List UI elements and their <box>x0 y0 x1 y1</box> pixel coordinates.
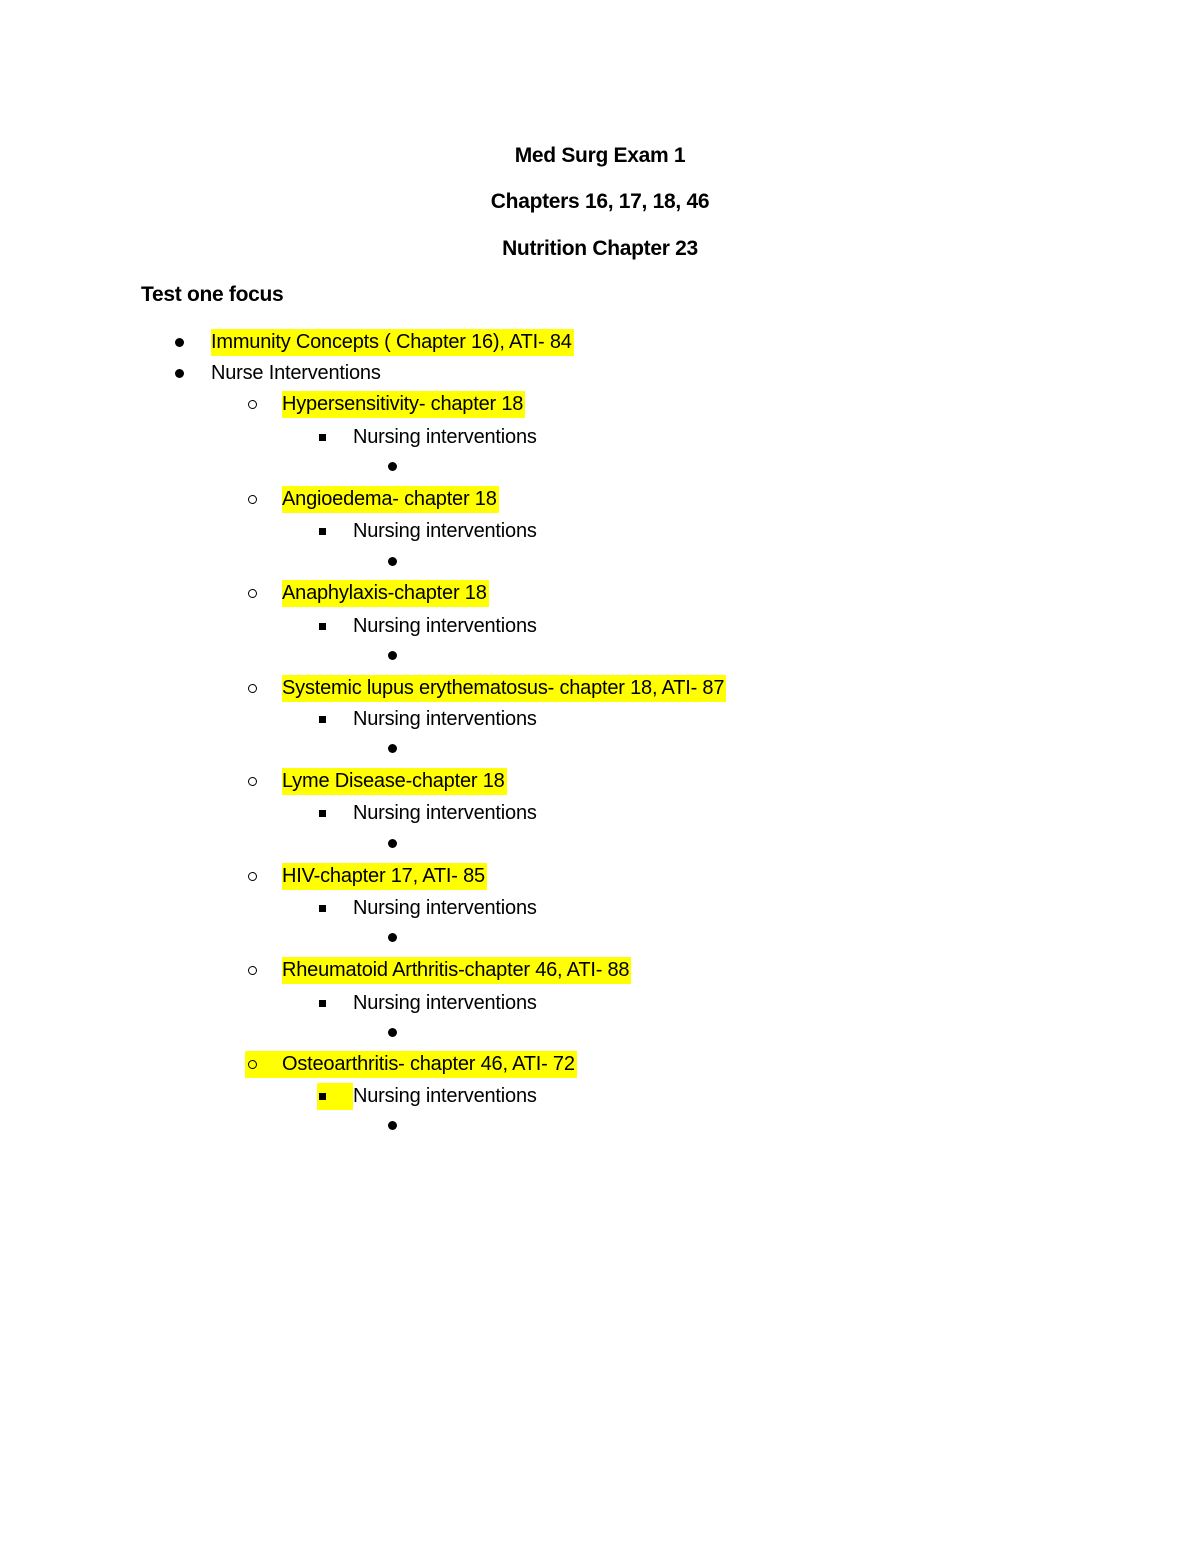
topic-title: Lyme Disease-chapter 18 <box>282 768 507 795</box>
topic-title: Systemic lupus erythematosus- chapter 18, ATI- 87 <box>282 675 726 702</box>
bullet-square-icon <box>319 623 326 630</box>
bullet-dot-icon <box>388 557 397 566</box>
bullet-ring-icon <box>248 589 257 598</box>
bullet-ring-icon <box>248 966 257 975</box>
topic-subitem: Nursing interventions <box>353 520 537 542</box>
topic-title: Osteoarthritis- chapter 46, ATI- 72 <box>282 1051 577 1078</box>
bullet-dot-icon <box>388 1121 397 1130</box>
topic-subitem: Nursing interventions <box>353 1085 537 1107</box>
topic-subitem: Nursing interventions <box>353 802 537 824</box>
bullet-ring-icon <box>248 495 257 504</box>
bullet-ring-icon <box>248 777 257 786</box>
bullet-dot-icon <box>388 744 397 753</box>
topic-subitem: Nursing interventions <box>353 615 537 637</box>
bullet-ring-icon <box>248 400 257 409</box>
bullet-ring-icon <box>248 872 257 881</box>
bullet-square-icon <box>319 434 326 441</box>
nutrition-heading: Nutrition Chapter 23 <box>502 237 698 260</box>
bullet-dot-icon <box>388 651 397 660</box>
bullet-dot-icon <box>175 369 184 378</box>
topic-nurse-interventions: Nurse Interventions <box>211 362 381 384</box>
bullet-square-icon <box>319 905 326 912</box>
topic-subitem: Nursing interventions <box>353 897 537 919</box>
topic-title: Hypersensitivity- chapter 18 <box>282 391 525 418</box>
focus-label: Test one focus <box>141 283 284 306</box>
bullet-dot-icon <box>388 1028 397 1037</box>
bullet-ring-icon <box>248 684 257 693</box>
topic-subitem: Nursing interventions <box>353 708 537 730</box>
bullet-dot-icon <box>388 462 397 471</box>
bullet-dot-icon <box>388 839 397 848</box>
document-title: Med Surg Exam 1 <box>514 144 686 167</box>
bullet-square-icon <box>319 528 326 535</box>
topic-subitem: Nursing interventions <box>353 992 537 1014</box>
bullet-square-icon <box>319 716 326 723</box>
bullet-ring-icon <box>248 1060 257 1069</box>
bullet-square-icon <box>319 810 326 817</box>
topic-title: HIV-chapter 17, ATI- 85 <box>282 863 487 890</box>
chapters-heading: Chapters 16, 17, 18, 46 <box>490 190 710 213</box>
topic-immunity-concepts: Immunity Concepts ( Chapter 16), ATI- 84 <box>211 329 574 356</box>
bullet-square-icon <box>319 1000 326 1007</box>
topic-subitem: Nursing interventions <box>353 426 537 448</box>
bullet-dot-icon <box>175 338 184 347</box>
topic-title: Rheumatoid Arthritis-chapter 46, ATI- 88 <box>282 957 631 984</box>
topic-title: Angioedema- chapter 18 <box>282 486 499 513</box>
bullet-dot-icon <box>388 933 397 942</box>
bullet-square-icon <box>319 1093 326 1100</box>
topic-title: Anaphylaxis-chapter 18 <box>282 580 489 607</box>
